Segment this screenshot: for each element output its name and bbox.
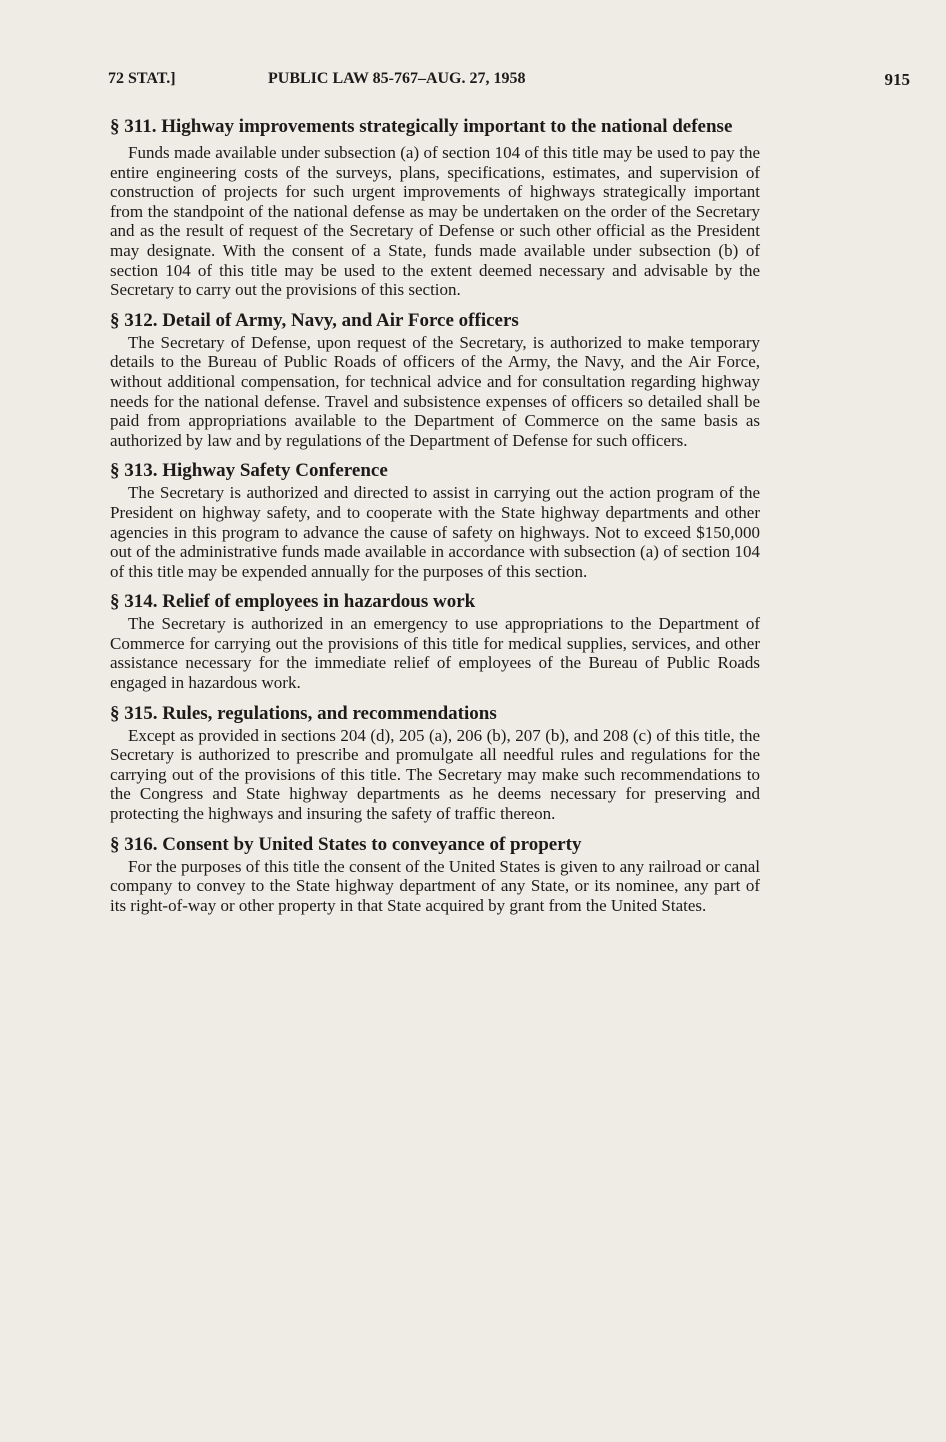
section-314-text: The Secretary is authorized in an emergency to use appropriations to the Department of Commerce for carrying out the provisions of this title for medical supplies, services, and other assistance necessary for the immediate relief of employees of the Bureau of Public Roads engaged in hazardous work. xyxy=(110,614,760,693)
section-311 xyxy=(110,116,760,300)
section-312-heading: § 312. Detail of Army, Navy, and Air Force officers xyxy=(110,309,519,331)
section-312-text: The Secretary of Defense, upon request of the Secretary, is authorized to make temporary details to the Bureau of Public Roads of officers of the Army, the Navy, and the Air Force, without additional compensation, for technical advice and for consultation regarding highway needs for the national defense. Travel and subsistence expenses of officers so detailed shall be paid from appropriations available to the Department of Commerce on the same basis as authorized by law and by regulations of the Department of Defense for such officers. xyxy=(110,332,760,450)
section-313-text: The Secretary is authorized and directed to assist in carrying out the action program of the President on highway safety, and to cooperate with the State highway departments and other agencies in this program to advance the cause of safety on highways. Not to exceed $150,000 out of the administrative funds made available in accordance with subsection (a) of section 104 of this title may be expended annually for the purposes of this section. xyxy=(110,483,760,581)
section-315 xyxy=(110,703,760,824)
section-315-text: Except as provided in sections 204 (d), 205 (a), 206 (b), 207 (b), and 208 (c) of this title, the Secretary is authorized to prescribe and promulgate all needful rules and regulations for the carrying out of the provisions of this title. The Secretary may make such recommendations to the Congress and State highway departments as he deems necessary for preserving and protecting the highways and insuring the safety of traffic thereon. xyxy=(110,725,760,824)
section-316-heading: § 316. Consent by United States to conveyance of property xyxy=(110,833,582,855)
section-313 xyxy=(110,460,760,581)
section-316-text: For the purposes of this title the consent of the United States is given to any railroad or canal company to convey to the State highway department of any State, or its nominee, any part of its right-of-way or other property in that State acquired by grant from the United States. xyxy=(110,856,760,915)
page-number: 915 xyxy=(884,70,910,89)
page-header xyxy=(108,70,910,94)
section-313-heading: § 313. Highway Safety Conference xyxy=(110,460,388,482)
statute-volume: 72 STAT.] xyxy=(108,70,176,87)
section-314 xyxy=(110,591,760,692)
section-316 xyxy=(110,834,760,916)
section-314-heading: § 314. Relief of employees in hazardous work xyxy=(110,591,476,613)
page-body xyxy=(110,116,760,921)
section-311-heading: § 311. Highway improvements strategically important to the national defense xyxy=(110,116,733,137)
section-311-text: Funds made available under subsection (a) of section 104 of this title may be used to pay the entire engineering costs of the surveys, plans, specifications, estimates, and supervision of construction of projects for such urgent improvements of highways strategically important from the standpoint of the national defense as may be undertaken on the order of the Secretary and as the result of request of the Secretary of Defense or such other official as the President may designate. With the consent of a State, funds made available under subsection (b) of section 104 of this title may be used to the extent deemed necessary and advisable by the Secretary to carry out the provisions of this section. xyxy=(110,143,760,300)
section-315-heading: § 315. Rules, regulations, and recommendations xyxy=(110,702,497,724)
running-head: PUBLIC LAW 85-767–AUG. 27, 1958 xyxy=(268,70,526,87)
section-312 xyxy=(110,310,760,451)
